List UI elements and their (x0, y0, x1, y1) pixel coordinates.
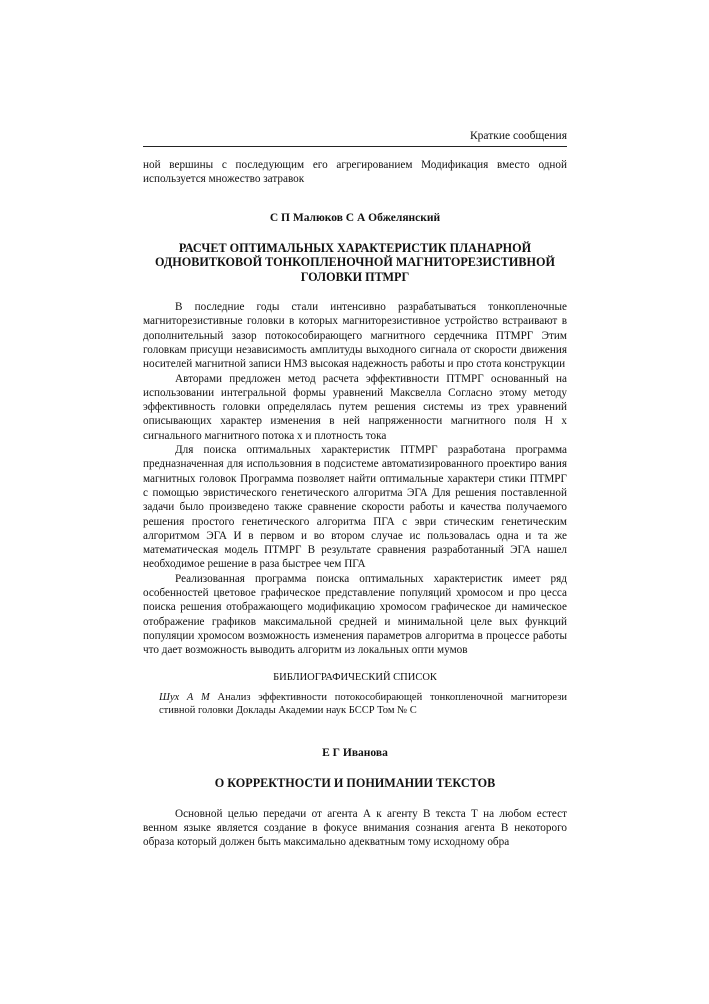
article2-paragraph: Основной целью передачи от агента А к агенту В текста Т на любом естест венном языке является создание в фокусе внимания сознания агента В некоторого образа который должен быть максимально адекватным тому исходному обра (143, 807, 567, 849)
article1-authors: С П Малюков С А Обжелянский (269, 211, 441, 224)
continuation-paragraph: ной вершины с последующим его агрегированием Модификация вместо одной используется множество затравок (143, 159, 567, 186)
reference-text: Анализ эффективности потокособирающей тонкопленочной магниторези стивной головки Доклады Академии наук БССР Том № С (159, 691, 567, 716)
journal-page (143, 130, 567, 849)
article1-title: РАСЧЕТ ОПТИМАЛЬНЫХ ХАРАКТЕРИСТИК ПЛАНАРНОЙ ОДНОВИТКОВОЙ ТОНКОПЛЕНОЧНОЙ МАГНИТОРЕЗИСТИВНОЙ ГОЛОВКИ ПТМРГ (155, 240, 555, 284)
article1-paragraph: В последние годы стали интенсивно разрабатываться тонкопленочные магниторезистивные головки в которых магниторезистивное устройство встраивают в дополнительный зазор потокособирающего магнитного сердечника ПТМРГ Этим головкам присущи независимость амплитуды выходного сигнала от скорости движения носителей магнитной записи НМЗ высокая надежность работы и про стота конструкции (143, 301, 567, 371)
article2-title: О КОРРЕКТНОСТИ И ПОНИМАНИИ ТЕКСТОВ (214, 775, 496, 790)
running-header: Краткие сообщения (143, 130, 567, 147)
reference-author: Шух А М (159, 691, 210, 703)
article2-authors: Е Г Иванова (322, 746, 388, 759)
article1-paragraph: Авторами предложен метод расчета эффективности ПТМРГ основанный на использовании интегральной формы уравнений Максвелла Согласно этому методу эффективность головки определялась путем решения системы из трех уравнений описывающих характер изменения в ней напряженности магнитного поля Н х сигнального магнитного потока х и плотность тока (143, 372, 567, 442)
article1-paragraph: Для поиска оптимальных характеристик ПТМРГ разработана программа предназначенная для использовния в подсистеме автоматизированного проектиро вания магнитных головок Программа позволяет найти оптимальные характери стики ПТМРГ с помощью эвристического генетического алгоритма ЭГА Для решения поставленной задачи было произведено также сравнение скорости работы и качества получаемого решения простого генетического алгоритма ПГА с эври стическим генетическим алгоритмом ЭГА И в первом и во втором случае ис пользовалась одна и та же математическая модель ПТМРГ В результате сравнения разработанный ЭГА нашел необходимое решение в раза быстрее чем ПГА (143, 444, 567, 571)
article1-paragraph: Реализованная программа поиска оптимальных характеристик имеет ряд особенностей цветовое графическое представление популяций хромосом и про цесса поиска решения отображающего модификацию хромосом графическое ди намическое отображение графиков максимальной средней и минимальной целе вых функций популяции хромосом возможность изменения параметров алгоритма в процессе работы что дает возможность выводить алгоритм из локальных опти мумов (143, 572, 567, 657)
bibliography-heading: БИБЛИОГРАФИЧЕСКИЙ СПИСОК (273, 671, 437, 683)
bibliography-entry (143, 691, 567, 717)
